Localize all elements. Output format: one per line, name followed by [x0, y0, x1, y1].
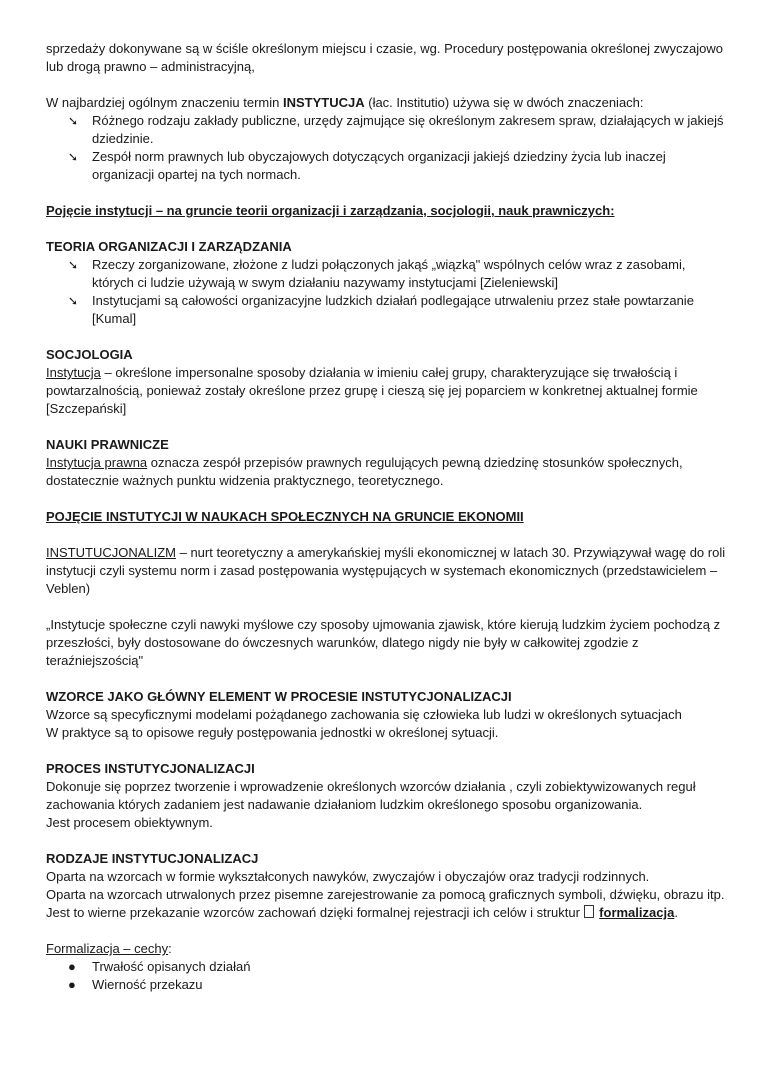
socjologia-text: [Szczepański]	[46, 401, 127, 416]
proces-text: Jest procesem obiektywnym.	[46, 815, 213, 830]
socjologia-text: powtarzalnością, ponieważ zostały określone przez grupę i cieszą się jej poparciem w konkretnej aktualnej formie	[46, 383, 698, 398]
formalizacja-term: formalizacja	[599, 905, 675, 920]
proces-heading: PROCES INSTUTYCJONALIZACJI	[46, 761, 255, 776]
instytucja-definition: W najbardziej ogólnym znaczeniu termin INSTYTUCJA (łac. Institutio) używa się w dwóch znaczeniach:	[46, 95, 644, 110]
instytucjonalizm-text: Veblen)	[46, 581, 91, 596]
list-item: ➘ Różnego rodzaju zakłady publiczne, urzędy zajmujące się określonym zakresem spraw, działających w jakiejś dziedzinie.	[68, 113, 724, 146]
wzorce-text: W praktyce są to opisowe reguły postępowania jednostki w określonej sytuacji.	[46, 725, 499, 740]
quote-text: teraźniejszością"	[46, 653, 144, 668]
intro-line: lub drogą prawno – administracyjną,	[46, 59, 255, 74]
missing-glyph-icon	[584, 905, 594, 918]
wzorce-heading: WZORCE JAKO GŁÓWNY ELEMENT W PROCESIE INSTUTYCJONALIZACJI	[46, 689, 512, 704]
list-item: ● Wierność przekazu	[68, 977, 203, 992]
instytucjonalizm-text: INSTUTUCJONALIZM – nurt teoretyczny a amerykańskiej myśli ekonomicznej w latach 30. Przywiązywał wagę do roli	[46, 545, 726, 560]
pojecie-heading: Pojęcie instytucji – na gruncie teorii organizacji i zarządzania, socjologii, nauk prawniczych:	[46, 203, 615, 218]
instytucja-term: INSTYTUCJA	[283, 95, 365, 110]
wzorce-text: Wzorce są specyficznymi modelami pożądanego zachowania się człowieka lub ludzi w określonych sytuacjach	[46, 707, 682, 722]
list-item: ➘ Zespół norm prawnych lub obyczajowych dotyczących organizacji jakiejś dziedziny życia lub inaczej organizacji opartej na tych normach.	[68, 149, 666, 182]
list-item: ➘ Instytucjami są całowości organizacyjne ludzkich działań podlegające utrwaleniu przez stałe powtarzanie [Kumal]	[68, 293, 694, 326]
arrow-bullet-icon: ➘	[68, 258, 79, 272]
teoria-heading: TEORIA ORGANIZACJI I ZARZĄDZANIA	[46, 239, 292, 254]
nauki-text: dostatecznie ważnych punktu widzenia praktycznego, teoretycznego.	[46, 473, 444, 488]
formalizacja-label: Formalizacja – cechy:	[46, 941, 172, 956]
list-item: ● Trwałość opisanych działań	[68, 959, 251, 974]
quote-text: „Instytucje społeczne czyli nawyki myślowe czy sposoby ujmowania zjawisk, które kierują ludzkim życiem pochodzą z	[46, 617, 721, 632]
arrow-bullet-icon: ➘	[68, 294, 79, 308]
nauki-heading: NAUKI PRAWNICZE	[46, 437, 169, 452]
rodzaje-text: Jest to wierne przekazanie wzorców zachowań dzięki formalnej rejestracji ich celów i struktur formalizacja.	[46, 905, 678, 920]
socjologia-heading: SOCJOLOGIA	[46, 347, 133, 362]
formalizacja-list	[46, 958, 726, 994]
document-page	[46, 40, 726, 994]
instytucjonalizm-text: instytucji czyli systemu norm i zasad postępowania występujących w systemach ekonomicznych (przedstawicielem –	[46, 563, 718, 578]
bullet-icon: ●	[68, 977, 76, 992]
arrow-bullet-icon: ➘	[68, 114, 79, 128]
intro-line: sprzedaży dokonywane są w ściśle określonym miejscu i czasie, wg. Procedury postępowania określonej zwyczajowo	[46, 41, 724, 56]
rodzaje-text: Oparta na wzorcach w formie wykształconych nawyków, zwyczajów i obyczajów oraz tradycji rodzinnych.	[46, 869, 650, 884]
list-item: ➘ Rzeczy zorganizowane, złożone z ludzi połączonych jakąś „wiązką" wspólnych celów wraz z zasobami, których ci ludzie używają w swym działaniu nazywamy instytucjami [Zieleniewski]	[68, 257, 686, 290]
rodzaje-text: Oparta na wzorcach utrwalonych przez pisemne zarejestrowanie za pomocą graficznych symboli, dźwięku, obrazu itp.	[46, 887, 725, 902]
nauki-text: Instytucja prawna oznacza zespół przepisów prawnych regulujących pewną dziedzinę stosunków społecznych,	[46, 455, 683, 470]
bullet-icon: ●	[68, 959, 76, 974]
proces-text: Dokonuje się poprzez tworzenie i wprowadzenie określonych wzorców działania , czyli zobiektywizowanych reguł	[46, 779, 696, 794]
quote-text: przeszłości, były dostosowane do ówczesnych warunków, dlatego nigdy nie były w całkowitej zgodzie z	[46, 635, 639, 650]
rodzaje-heading: RODZAJE INSTYTUCJONALIZACJ	[46, 851, 259, 866]
socjologia-text: Instytucja – określone impersonalne sposoby działania w imieniu całej grupy, charakteryzujące się trwałością i	[46, 365, 678, 380]
arrow-bullet-icon: ➘	[68, 150, 79, 164]
instytucja-list	[46, 112, 726, 184]
proces-text: zachowania których zadaniem jest nadawanie działaniom ludzkim określonego sposobu organizowania.	[46, 797, 643, 812]
ekonomia-heading: POJĘCIE INSTUTYCJI W NAUKACH SPOŁECZNYCH NA GRUNCIE EKONOMII	[46, 509, 524, 524]
teoria-list	[46, 256, 726, 328]
